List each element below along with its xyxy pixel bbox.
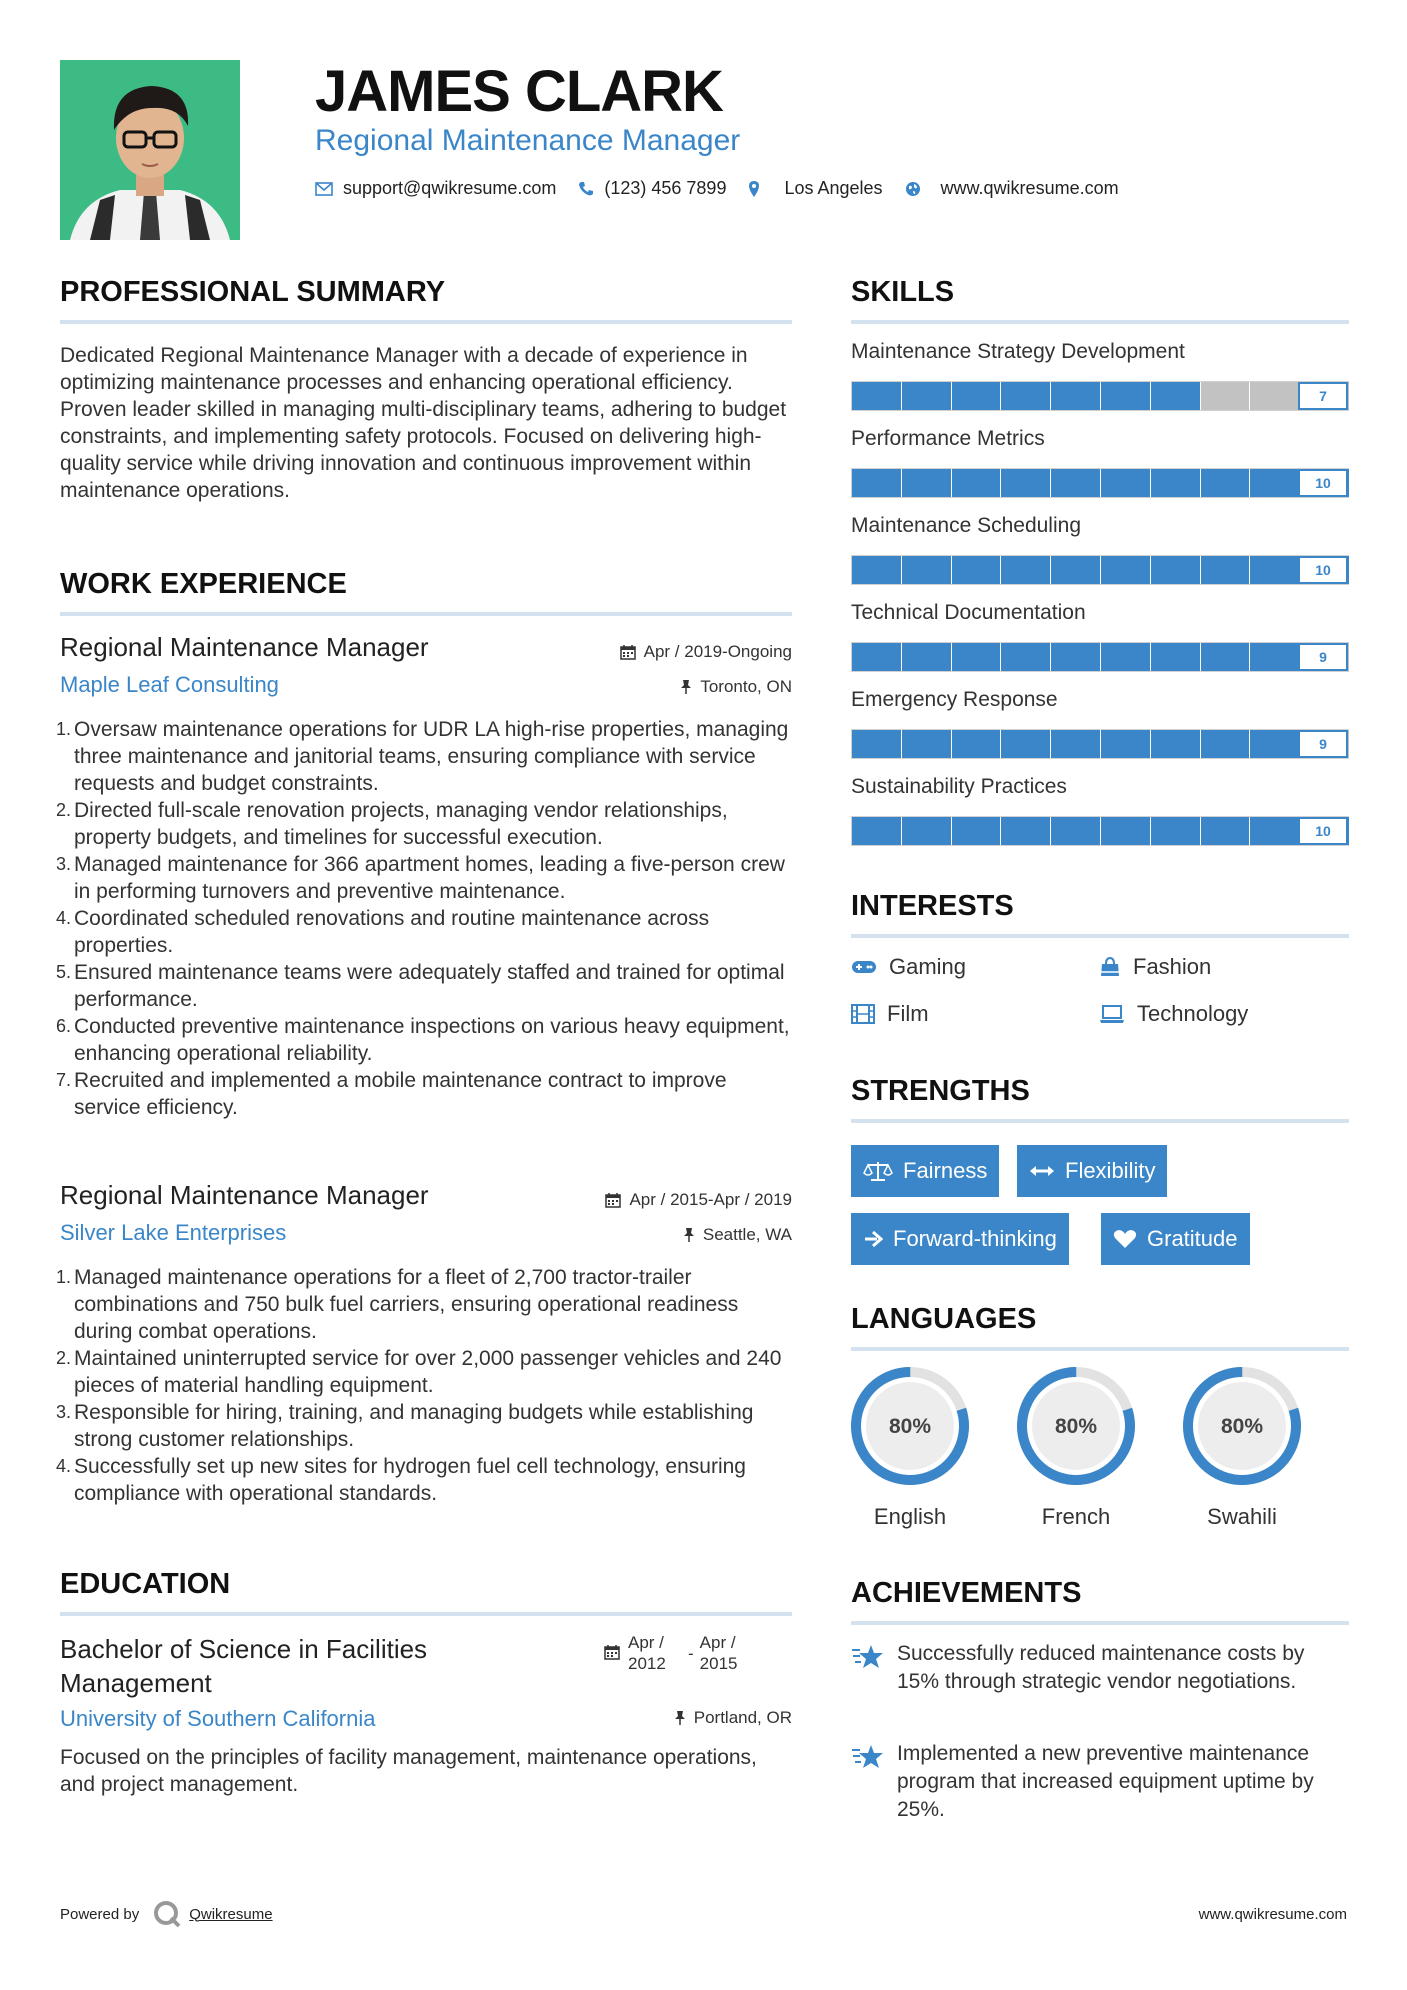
skill-bar-segment: [1051, 382, 1100, 410]
profile-photo: [60, 60, 240, 240]
skill-label: Maintenance Strategy Development: [851, 340, 1185, 363]
skill-bar-segment: [1001, 469, 1050, 497]
job-1-dates: [520, 642, 792, 662]
languages-heading: LANGUAGES: [851, 1303, 1037, 1335]
contact-phone[interactable]: [578, 178, 726, 199]
film-icon: [851, 1004, 875, 1024]
skill-bar-segment: [1151, 469, 1200, 497]
strengths-heading: STRENGTHS: [851, 1075, 1030, 1107]
skill-bar: [851, 555, 1349, 585]
strength-forward-thinking: [851, 1213, 1069, 1265]
skill-bar-segment: [1101, 469, 1150, 497]
job-2-location-text: Seattle, WA: [702, 1225, 792, 1244]
skill-bar-segment: [1250, 382, 1299, 410]
language-ring: [1181, 1365, 1303, 1487]
skill-bar-segment: [1051, 556, 1100, 584]
skill-bar-segment: [1101, 730, 1150, 758]
job-2-company: Silver Lake Enterprises: [60, 1220, 287, 1245]
contact-bar: [315, 178, 1141, 199]
arrows-horizontal-icon: [1029, 1164, 1055, 1178]
language-label: Swahili: [1207, 1504, 1277, 1529]
language-percent: 80%: [1220, 1415, 1264, 1438]
skill-bar-segment: [1101, 643, 1150, 671]
skill-bar-segment: [1201, 730, 1250, 758]
language-ring: [849, 1365, 971, 1487]
achievements-heading: ACHIEVEMENTS: [851, 1577, 1082, 1609]
list-item: 4. Successfully set up new sites for hydrogen fuel cell technology, ensuring compliance with operational standards.: [56, 1455, 746, 1505]
language-label: English: [873, 1504, 947, 1529]
phone-icon: [578, 181, 594, 197]
skill-bar-segment: [1051, 817, 1100, 845]
job-1-location-text: Toronto, ON: [700, 677, 792, 696]
skill-bar-segment: [1001, 817, 1050, 845]
interest-label: Fashion: [1133, 954, 1212, 979]
job-1-dates-text: Apr / 2019-Ongoing: [643, 642, 792, 661]
interest-gaming: [851, 954, 966, 980]
balance-scale-icon: [863, 1160, 893, 1182]
pushpin-icon: [683, 1227, 695, 1243]
education-location: [520, 1708, 792, 1728]
strength-fairness: [851, 1145, 999, 1197]
skill-score: 10: [1298, 817, 1348, 845]
skill-bar-segment: [1201, 469, 1250, 497]
experience-divider: [60, 612, 792, 616]
contact-email[interactable]: [315, 178, 556, 199]
education-dash: -: [688, 1644, 694, 1663]
job-1-location: [520, 677, 792, 697]
skill-bar-segment: [1250, 556, 1299, 584]
map-marker-icon: [748, 180, 760, 198]
achievement-text: Implemented a new preventive maintenance program that increased equipment uptime by 25%.: [897, 1742, 1314, 1821]
language-item: [849, 1365, 971, 1530]
skill-score: 10: [1298, 556, 1348, 584]
interest-film: [851, 1001, 929, 1027]
skill-bar-segment: [852, 382, 901, 410]
job-2-title: Regional Maintenance Manager: [60, 1180, 429, 1210]
skill-bar-segment: [1201, 643, 1250, 671]
gamepad-icon: [851, 959, 877, 975]
skill-bar-segment: [952, 556, 1001, 584]
skill-bar-segment: [952, 469, 1001, 497]
education-end: Apr / 2015: [699, 1633, 738, 1673]
skill-bar-segment: [1151, 382, 1200, 410]
language-item: [1015, 1365, 1137, 1530]
strength-gratitude: [1101, 1213, 1250, 1265]
skill-bar-segment: [952, 730, 1001, 758]
language-percent: 80%: [1054, 1415, 1098, 1438]
contact-website[interactable]: [905, 178, 1119, 199]
skill-score: 9: [1298, 643, 1348, 671]
skill-bar: [851, 381, 1349, 411]
skill-label: Emergency Response: [851, 688, 1058, 711]
skill-label: Technical Documentation: [851, 601, 1086, 624]
strength-label: Flexibility: [1065, 1158, 1156, 1183]
skill-bar-segment: [852, 730, 901, 758]
achievement-item-2: [851, 1740, 1341, 1824]
qwikresume-logo-icon: [153, 1900, 181, 1928]
skill-bar-segment: [1151, 556, 1200, 584]
skill-bar-segment: [1151, 643, 1200, 671]
language-percent: 80%: [888, 1415, 932, 1438]
achievement-item-1: [851, 1640, 1341, 1696]
skill-bar-segment: [1101, 817, 1150, 845]
strengths-divider: [851, 1119, 1349, 1123]
degree-title: Bachelor of Science in Facilities Management: [60, 1634, 428, 1698]
list-item: 6. Conducted preventive maintenance inspections on various heavy equipment, enhancing operational reliability.: [56, 1015, 790, 1065]
skill-bar-segment: [1151, 817, 1200, 845]
strength-label: Forward-thinking: [893, 1226, 1057, 1251]
calendar-icon: [605, 1192, 621, 1208]
skill-bar-segment: [1001, 382, 1050, 410]
summary-divider: [60, 320, 792, 324]
skill-score: 9: [1298, 730, 1348, 758]
skill-bar-segment: [902, 469, 951, 497]
list-item: 2. Maintained uninterrupted service for over 2,000 passenger vehicles and 240 pieces of material handling equipment.: [56, 1347, 782, 1397]
skill-bar-segment: [902, 556, 951, 584]
skill-bar-segment: [852, 556, 901, 584]
skill-bar: [851, 642, 1349, 672]
contact-location: [748, 178, 882, 199]
skill-bar-segment: [952, 817, 1001, 845]
skill-bar-segment: [1151, 730, 1200, 758]
skill-bar-segment: [1250, 730, 1299, 758]
job-2-dates: [520, 1190, 792, 1210]
skill-bar-segment: [1201, 382, 1250, 410]
list-item: 7. Recruited and implemented a mobile maintenance contract to improve service efficiency.: [56, 1069, 727, 1119]
skills-divider: [851, 320, 1349, 324]
pushpin-icon: [680, 679, 692, 695]
job-2-bullets: [56, 1264, 796, 1507]
candidate-title: Regional Maintenance Manager: [315, 124, 741, 157]
skill-bar-segment: [902, 643, 951, 671]
skill-bar-segment: [952, 643, 1001, 671]
language-item: [1181, 1365, 1303, 1530]
phone-text: (123) 456 7899: [604, 178, 727, 198]
list-item: 1. Oversaw maintenance operations for UDR LA high-rise properties, managing three maintenance and janitorial teams, ensuring compliance with service requests and budget constraints.: [56, 718, 789, 795]
skill-bar: [851, 729, 1349, 759]
list-item: 4. Coordinated scheduled renovations and routine maintenance across properties.: [56, 907, 710, 957]
skill-bar-segment: [902, 730, 951, 758]
skill-bar-segment: [1051, 643, 1100, 671]
strength-flexibility: [1017, 1145, 1167, 1197]
skill-bar-segment: [1001, 730, 1050, 758]
skill-score: 10: [1298, 469, 1348, 497]
strength-label: Gratitude: [1147, 1226, 1238, 1251]
email-text: support@qwikresume.com: [343, 178, 557, 198]
education-heading: EDUCATION: [60, 1568, 231, 1600]
location-text: Los Angeles: [784, 178, 883, 198]
skill-bar-segment: [852, 817, 901, 845]
summary-heading: PROFESSIONAL SUMMARY: [60, 276, 446, 308]
list-item: 3. Responsible for hiring, training, and managing budgets while establishing strong customer relationships.: [56, 1401, 754, 1451]
skill-bar-segment: [1250, 469, 1299, 497]
star-award-icon: [851, 1742, 885, 1772]
skill-bar: [851, 816, 1349, 846]
website-text: www.qwikresume.com: [940, 178, 1119, 198]
interest-technology: [1099, 1001, 1248, 1027]
qwikresume-link[interactable]: Qwikresume: [189, 1905, 273, 1923]
job-1-title: Regional Maintenance Manager: [60, 632, 429, 662]
arrow-right-icon: [863, 1230, 883, 1248]
education-start: Apr / 2012: [628, 1633, 666, 1673]
interest-label: Gaming: [889, 954, 967, 979]
education-dates: [604, 1632, 750, 1674]
laptop-icon: [1099, 1004, 1125, 1024]
achievement-text: Successfully reduced maintenance costs by 15% through strategic vendor negotiations.: [897, 1642, 1305, 1693]
list-item: 3. Managed maintenance for 366 apartment homes, leading a five-person crew in performing turnovers and preventive maintenance.: [56, 853, 785, 903]
education-divider: [60, 1612, 792, 1616]
skill-bar: [851, 468, 1349, 498]
envelope-icon: [315, 182, 333, 196]
skill-label: Performance Metrics: [851, 427, 1045, 450]
education-text: Focused on the principles of facility management, maintenance operations, and project management.: [60, 1746, 757, 1796]
interests-heading: INTERESTS: [851, 890, 1014, 922]
skill-bar-segment: [1250, 817, 1299, 845]
footer-website[interactable]: www.qwikresume.com: [1198, 1906, 1347, 1923]
skill-bar-segment: [1051, 730, 1100, 758]
interest-label: Film: [887, 1001, 929, 1026]
job-1-company: Maple Leaf Consulting: [60, 672, 279, 697]
skill-bar-segment: [1101, 382, 1150, 410]
candidate-name: JAMES CLARK: [315, 59, 723, 124]
languages-divider: [851, 1347, 1349, 1351]
list-item: 5. Ensured maintenance teams were adequately staffed and trained for optimal performance.: [56, 961, 785, 1011]
interest-label: Technology: [1137, 1001, 1249, 1026]
skill-bar-segment: [1201, 817, 1250, 845]
school-name: University of Southern California: [60, 1706, 376, 1731]
skill-bar-segment: [1201, 556, 1250, 584]
job-1-bullets: [56, 716, 796, 1121]
interests-divider: [851, 934, 1349, 938]
globe-icon: [905, 181, 921, 197]
language-ring: [1015, 1365, 1137, 1487]
skill-score: 7: [1298, 382, 1348, 410]
skill-bar-segment: [1051, 469, 1100, 497]
footer-powered-by: [60, 1900, 273, 1928]
skill-label: Maintenance Scheduling: [851, 514, 1081, 537]
star-award-icon: [851, 1642, 885, 1672]
skill-bar-segment: [902, 382, 951, 410]
job-2-location: [520, 1225, 792, 1245]
summary-text: Dedicated Regional Maintenance Manager with a decade of experience in optimizing maintenance processes and enhancing operational efficiency. Proven leader skilled in managing multi-disciplinary teams, adhering to budget constraints, and implementing safety protocols. Focused on delivering high-quality service while driving innovation and continuous improvement within maintenance operations.: [60, 344, 787, 502]
skill-bar-segment: [1001, 643, 1050, 671]
list-item: 2. Directed full-scale renovation projects, managing vendor relationships, property budgets, and timelines for successful execution.: [56, 799, 728, 849]
pushpin-icon: [674, 1710, 686, 1726]
shopping-bag-icon: [1099, 956, 1121, 978]
education-location-text: Portland, OR: [693, 1708, 792, 1727]
skill-bar-segment: [1250, 643, 1299, 671]
skill-bar-segment: [952, 382, 1001, 410]
calendar-icon: [604, 1644, 620, 1660]
strength-label: Fairness: [903, 1158, 988, 1183]
skills-heading: SKILLS: [851, 276, 955, 308]
list-item: 1. Managed maintenance operations for a fleet of 2,700 tractor-trailer combinations and 750 bulk fuel carriers, ensuring operational readiness during combat operations.: [56, 1266, 739, 1343]
skill-bar-segment: [852, 643, 901, 671]
job-2-dates-text: Apr / 2015-Apr / 2019: [629, 1190, 792, 1209]
achievements-divider: [851, 1621, 1349, 1625]
skill-bar-segment: [1001, 556, 1050, 584]
skill-label: Sustainability Practices: [851, 775, 1067, 798]
calendar-icon: [620, 644, 636, 660]
powered-by-text: Powered by: [60, 1905, 140, 1923]
skill-bar-segment: [902, 817, 951, 845]
skill-bar-segment: [852, 469, 901, 497]
interest-fashion: [1099, 954, 1211, 980]
language-label: French: [1041, 1504, 1111, 1529]
heart-icon: [1113, 1229, 1137, 1249]
skill-bar-segment: [1101, 556, 1150, 584]
experience-heading: WORK EXPERIENCE: [60, 568, 347, 600]
